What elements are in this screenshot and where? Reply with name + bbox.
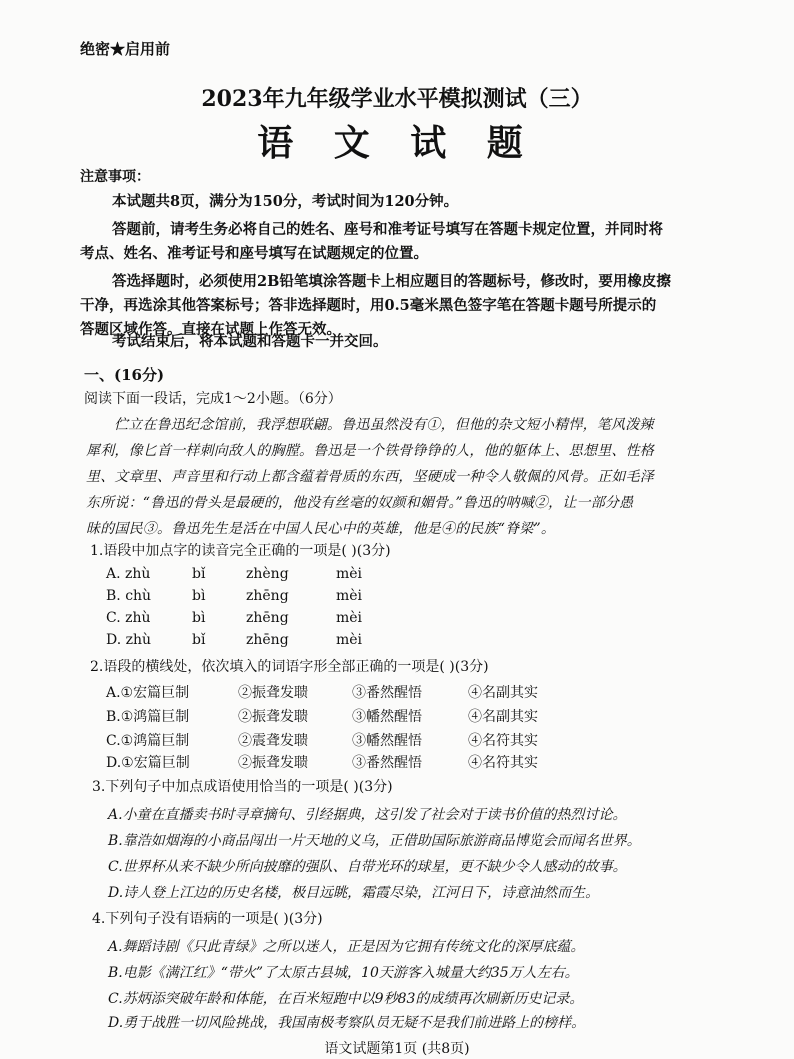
q2-c-4: ④名符其实 [468,733,538,749]
q1-b-4: mèi [336,588,363,604]
q3-option-b: B.靠浩如烟海的小商品闯出一片天地的义乌，正借助国际旅游商品博览会而闻名世界。 [108,833,641,849]
q1-c-3: zhēng [246,610,289,626]
q1-b-3: zhēng [246,588,289,604]
notice-line: 答选择题时，必须使用2B铅笔填涂答题卡上相应题目的答题标号，修改时，要用橡皮擦 [112,273,671,290]
q1-a-3: zhèng [246,566,289,582]
page-footer: 语文试题第1页 (共8页) [324,1041,470,1057]
q2-b-3: ③幡然醒悟 [352,709,422,725]
section-intro: 阅读下面一段话，完成1～2小题。（6分） [84,391,342,407]
q2-d-1: D.①宏篇巨制 [106,755,190,771]
q1-d-4: mèi [336,632,363,648]
q2-a-2: ②振聋发聩 [238,685,308,701]
notice-line: 考点、姓名、准考证号和座号填写在试题规定的位置。 [80,245,428,262]
q1-a-1: A. zhù [106,566,151,582]
q2-c-2: ②震聋发聩 [238,733,308,749]
passage-line: 昧的国民③。鲁迅先生是活在中国人民心中的英雄，他是④的民族“脊梁”。 [86,521,556,537]
q2-d-4: ④名符其实 [468,755,538,771]
q4-option-a: A.舞蹈诗剧《只此青绿》之所以迷人，正是因为它拥有传统文化的深厚底蕴。 [108,939,585,955]
q1-c-4: mèi [336,610,363,626]
q2-b-2: ②振聋发聩 [238,709,308,725]
notice-line: 干净，再选涂其他答案标号；答非选择题时，用0.5毫米黑色签字笔在答题卡题号所提示的 [80,297,657,314]
notice-heading: 注意事项： [80,169,150,185]
section-heading: 一、(16分) [84,366,165,384]
q2-a-4: ④名副其实 [468,685,538,701]
question-4-stem: 4.下列句子没有语病的一项是( )(3分) [92,911,323,927]
q1-d-1: D. zhù [106,632,152,648]
q2-a-1: A.①宏篇巨制 [106,685,190,701]
exam-title: 2023年九年级学业水平模拟测试（三） [201,86,593,112]
q4-option-c: C.苏炳添突破年龄和体能，在百米短跑中以9秒83的成绩再次刷新历史记录。 [108,991,584,1007]
passage-line: 犀利，像匕首一样刺向敌人的胸膛。鲁迅是一个铁骨铮铮的人，他的躯体上、思想里、性格 [86,443,654,459]
notice-line: 考试结束后，将本试题和答题卡一并交回。 [112,333,388,350]
q1-c-1: C. zhù [106,610,151,626]
q1-d-3: zhēng [246,632,289,648]
q1-a-2: bǐ [192,566,206,582]
q2-b-4: ④名副其实 [468,709,538,725]
passage-line: 伫立在鲁迅纪念馆前，我浮想联翩。鲁迅虽然没有①，但他的杂文短小精悍，笔风泼辣 [114,417,654,433]
q1-b-1: B. chù [106,588,152,604]
q3-option-c: C.世界杯从来不缺少所向披靡的强队、自带光环的球星，更不缺少令人感动的故事。 [108,859,627,875]
q2-d-2: ②振聋发聩 [238,755,308,771]
question-2-stem: 2.语段的横线处，依次填入的词语字形全部正确的一项是( )(3分) [90,659,489,675]
q4-option-d: D.勇于战胜一切风险挑战，我国南极考察队员无疑不是我们前进路上的榜样。 [108,1015,586,1031]
q1-a-4: mèi [336,566,363,582]
q2-c-1: C.①鸿篇巨制 [106,733,190,749]
notice-line: 答题区域作答。直接在试题上作答无效。 [80,321,341,338]
passage-line: 东所说：“鲁迅的骨头是最硬的，他没有丝毫的奴颜和媚骨。”鲁迅的呐喊②，让一部分愚 [86,495,634,511]
secret-label: 绝密★启用前 [80,40,171,58]
q4-option-b: B.电影《满江红》“带火”了太原古县城，10天游客入城量大约35万人左右。 [108,965,579,981]
q3-option-d: D.诗人登上江边的历史名楼，极目远眺，霜霞尽染，江河日下，诗意油然而生。 [108,885,600,901]
notice-line: 答题前，请考生务必将自己的姓名、座号和准考证号填写在答题卡规定位置，并同时将 [112,221,663,238]
q1-b-2: bì [192,588,206,604]
q1-c-2: bì [192,610,206,626]
q2-c-3: ③幡然醒悟 [352,733,422,749]
subject-title: 语 文 试 题 [257,122,537,164]
passage-line: 里、文章里、声音里和行动上都含蕴着骨质的东西，坚硬成一种令人敬佩的风骨。正如毛泽 [86,469,654,485]
q2-a-3: ③番然醒悟 [352,685,422,701]
notice-line: 本试题共8页，满分为150分，考试时间为120分钟。 [112,193,459,210]
question-3-stem: 3.下列句子中加点成语使用恰当的一项是( )(3分) [92,779,393,795]
question-1-stem: 1.语段中加点字的读音完全正确的一项是( )(3分) [90,543,391,559]
q3-option-a: A.小童在直播卖书时寻章摘句、引经据典，这引发了社会对于读书价值的热烈讨论。 [108,807,627,823]
q2-d-3: ③番然醒悟 [352,755,422,771]
q2-b-1: B.①鸿篇巨制 [106,709,190,725]
q1-d-2: bǐ [192,632,206,648]
